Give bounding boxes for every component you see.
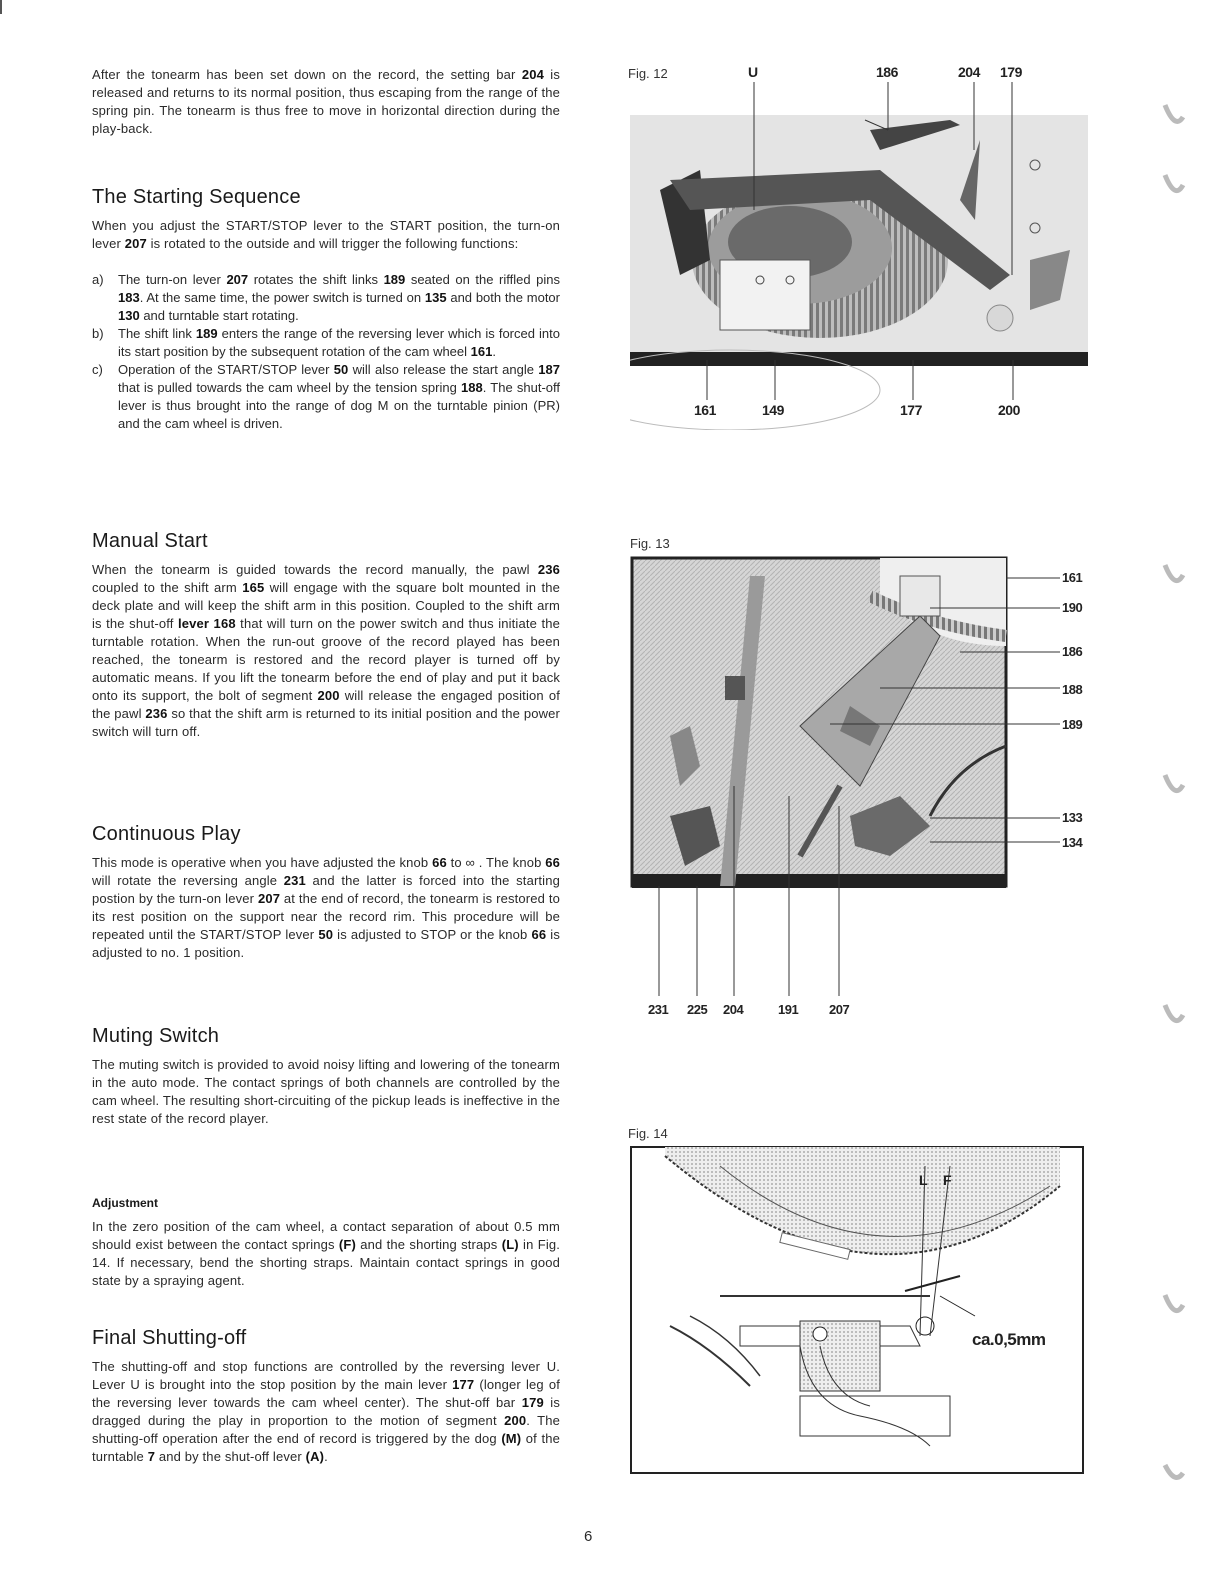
- part-number: 207: [124, 236, 147, 251]
- intro-section: [92, 66, 560, 138]
- list-item: [92, 361, 560, 433]
- part-number: 231: [283, 873, 306, 888]
- final-shutting-off-section: [92, 1327, 560, 1466]
- part-number: 188: [461, 380, 483, 395]
- part-number: (A): [305, 1449, 325, 1464]
- scan-edge-mark: [0, 0, 2, 14]
- part-number: 236: [145, 706, 168, 721]
- fig12-label-u: U: [748, 64, 758, 80]
- figure-12-photo: [630, 60, 1090, 430]
- fig13-label-133: 133: [1062, 810, 1083, 825]
- starting-sequence-section: [92, 186, 560, 433]
- part-number: 66: [545, 855, 560, 870]
- part-number: 66: [432, 855, 447, 870]
- part-number: (F): [338, 1237, 356, 1252]
- part-number: 50: [318, 927, 334, 942]
- section-heading: The Starting Sequence: [92, 186, 301, 208]
- list-item-text: The shift link 189 enters the range of the reversing lever which is forced into its start position by the subsequent rotation of the cam wheel 161.: [118, 326, 560, 359]
- fig12-label-161: 161: [694, 402, 716, 418]
- part-number: 200: [504, 1413, 527, 1428]
- part-number: 189: [195, 326, 218, 341]
- fig13-label-207: 207: [829, 1002, 850, 1017]
- part-number: 183: [118, 290, 140, 305]
- part-number: 200: [317, 688, 340, 703]
- binding-holes-decoration: [1155, 95, 1205, 1495]
- figure-14-drawing: [630, 1146, 1086, 1476]
- fig12-label-200: 200: [998, 402, 1020, 418]
- part-number: 207: [257, 891, 281, 906]
- fig13-label-188: 188: [1062, 682, 1083, 697]
- manual-start-paragraph: When the tonearm is guided towards the record manually, the pawl 236 coupled to the shift arm 165 will engage with the square bolt mounted in the deck plate and will keep the shift arm in this position. Coupled to the shift arm is the shut-off lever 168 that will turn on the power switch and thus initiate the turntable rotation. When the run-out groove of the record played has been reached, the tonearm is restored and the record player is turned off by automatic means. If you lift the tonearm before the end of play and put it back onto its support, the bolt of segment 200 will release the engaged position of the pawl 236 so that the shift arm is returned to its initial position and the power switch will turn off.: [92, 562, 560, 739]
- fig14-label-l: L: [919, 1172, 928, 1188]
- list-item: [92, 325, 560, 361]
- part-number: 204: [521, 67, 544, 82]
- adjustment-section: [92, 1196, 560, 1290]
- section-heading: Manual Start: [92, 530, 208, 552]
- figure-caption: Fig. 14: [628, 1126, 668, 1141]
- part-number: 135: [424, 290, 447, 305]
- fig13-label-190: 190: [1062, 600, 1083, 615]
- part-number: 187: [538, 362, 560, 377]
- fig12-label-177: 177: [900, 402, 922, 418]
- fig12-label-186: 186: [876, 64, 898, 80]
- part-number: 207: [226, 272, 249, 287]
- fig12-label-149: 149: [762, 402, 784, 418]
- fig13-label-189: 189: [1062, 717, 1083, 732]
- fig12-label-179: 179: [1000, 64, 1022, 80]
- fig14-label-f: F: [943, 1172, 952, 1188]
- continuous-play-section: [92, 823, 560, 962]
- part-number: 165: [242, 580, 265, 595]
- part-number: 179: [521, 1395, 544, 1410]
- fig12-label-204: 204: [958, 64, 980, 80]
- section-heading: Final Shutting-off: [92, 1327, 247, 1349]
- part-number: 130: [118, 308, 140, 323]
- part-number: 7: [147, 1449, 156, 1464]
- part-number: 50: [333, 362, 349, 377]
- list-item-text: The turn-on lever 207 rotates the shift links 189 seated on the riffled pins 183. At the same time, the power switch is turned on 135 and both the motor 130 and turntable start rotating.: [118, 272, 560, 323]
- manual-start-section: [92, 530, 560, 741]
- figure-caption: Fig. 13: [630, 536, 670, 551]
- part-number: (M): [501, 1431, 522, 1446]
- adjustment-paragraph: In the zero position of the cam wheel, a contact separation of about 0.5 mm should exist between the contact springs (F) and the shorting straps (L) in Fig. 14. If necessary, bend the shorting straps. Maintain contact springs in good state by a spraying agent.: [92, 1219, 560, 1288]
- fig13-label-161: 161: [1062, 570, 1083, 585]
- fig13-label-186: 186: [1062, 644, 1083, 659]
- part-number: 177: [452, 1377, 475, 1392]
- intro-paragraph: After the tonearm has been set down on the record, the setting bar 204 is released and returns to its normal position, thus escaping from the range of the spring pin. The tonearm is thus free to move in horizontal direction during the play-back.: [92, 67, 560, 136]
- list-marker: a): [92, 272, 104, 287]
- continuous-play-paragraph: This mode is operative when you have adjusted the knob 66 to ∞ . The knob 66 will rotate the reversing angle 231 and the latter is forced into the starting postion by the turn-on lever 207 at the end of record, the tonearm is restored to its rest position on the support near the record rim. This procedure will be repeated until the START/STOP lever 50 is adjusted to STOP or the knob 66 is adjusted to no. 1 position.: [92, 855, 560, 960]
- subsection-heading: Adjustment: [92, 1196, 158, 1210]
- list-marker: b): [92, 326, 104, 341]
- page-number: 6: [584, 1528, 593, 1545]
- starting-intro-paragraph: When you adjust the START/STOP lever to the START position, the turn-on lever 207 is rotated to the outside and will trigger the following functions:: [92, 218, 560, 251]
- muting-switch-paragraph: The muting switch is provided to avoid noisy lifting and lowering of the tonearm in the auto mode. The contact springs of both channels are controlled by the cam wheel. The resulting short-circuiting of the pickup leads is ineffective in the rest state of the record player.: [92, 1057, 560, 1126]
- fig13-label-191: 191: [778, 1002, 799, 1017]
- list-marker: c): [92, 362, 103, 377]
- list-item: [92, 271, 560, 325]
- muting-switch-section: [92, 1025, 560, 1128]
- section-heading: Continuous Play: [92, 823, 241, 845]
- part-number: lever 168: [177, 616, 236, 631]
- list-item-text: Operation of the START/STOP lever 50 will also release the start angle 187 that is pulled towards the cam wheel by the tension spring 188. The shut-off lever is thus brought into the range of dog M on the turntable pinion (PR) and the cam wheel is driven.: [118, 362, 560, 431]
- final-shutting-off-paragraph: The shutting-off and stop functions are controlled by the reversing lever U. Lever U is brought into the stop position by the main lever 177 (longer leg of the reversing lever towards the cam wheel center). The shut-off bar 179 is dragged during the play in proportion to the motion of segment 200. The shutting-off operation after the end of record is triggered by the dog (M) of the turntable 7 and by the shut-off lever (A).: [92, 1359, 561, 1464]
- fig14-gap-label: ca.0,5mm: [972, 1330, 1046, 1349]
- figure-13-photo: [630, 556, 1090, 1001]
- section-heading: Muting Switch: [92, 1025, 220, 1047]
- figure-caption: Fig. 12: [628, 66, 668, 81]
- fig13-label-204: 204: [723, 1002, 744, 1017]
- fig13-label-134: 134: [1062, 835, 1083, 850]
- part-number: (L): [501, 1237, 519, 1252]
- part-number: 66: [531, 927, 547, 942]
- part-number: 236: [537, 562, 560, 577]
- part-number: 161: [470, 344, 493, 359]
- part-number: 189: [383, 272, 406, 287]
- starting-steps-list: [92, 271, 560, 433]
- fig13-label-231: 231: [648, 1002, 669, 1017]
- fig13-label-225: 225: [687, 1002, 708, 1017]
